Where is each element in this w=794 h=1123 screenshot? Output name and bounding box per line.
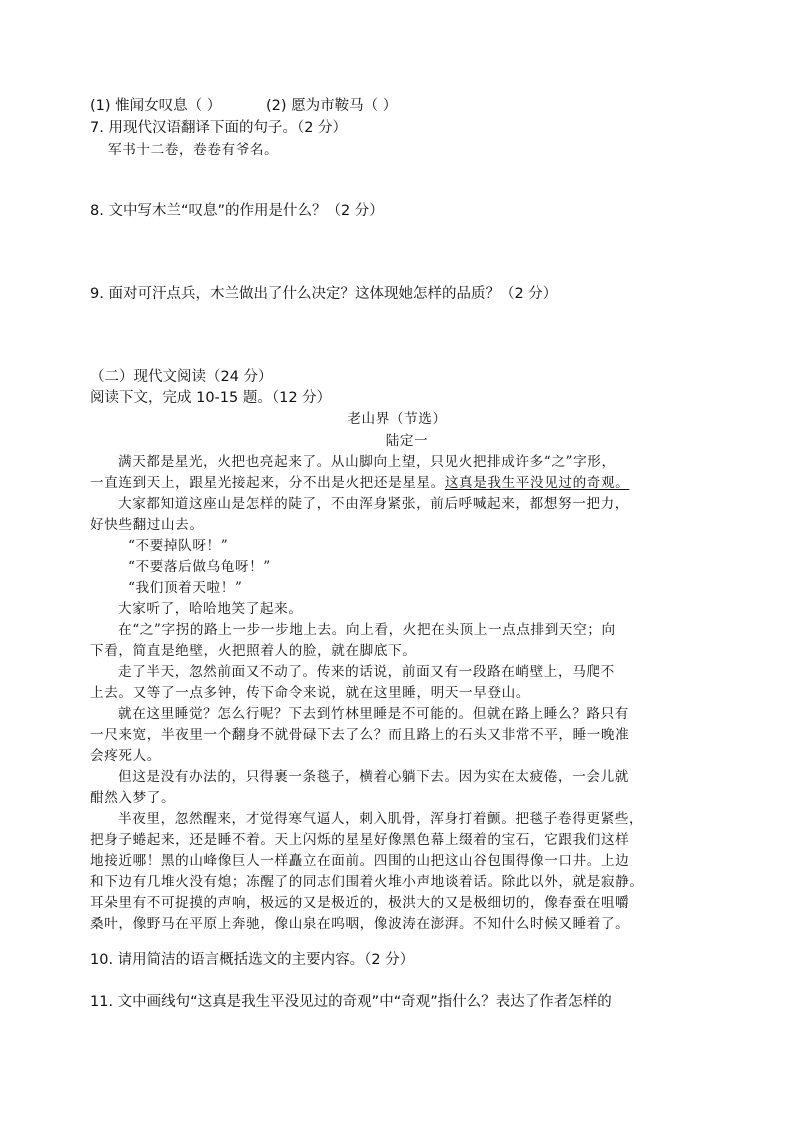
paragraph-line: 下看，简直是绝壁，火把照着人的脸，就在脚底下。 <box>90 643 417 659</box>
paragraph-line: 和下边有几堆火没有熄；冻醒了的同志们围着火堆小声地谈着话。除此以外，就是寂静。 <box>90 874 644 890</box>
q6-part1: (1) 惟闻女叹息（ ） <box>90 98 222 114</box>
paragraph-line: 把身子蜷起来，还是睡不着。天上闪烁的星星好像黑色幕上缀着的宝石，它跟我们这样 <box>90 832 630 848</box>
question-7-prompt: 7. 用现代汉语翻译下面的句子。（2 分） <box>90 120 348 136</box>
paragraph-line: 就在这里睡觉？怎么行呢？下去到竹林里睡是不可能的。但就在路上睡么？路只有 <box>118 706 629 722</box>
paragraph-line: 走了半天，忽然前面又不动了。传来的话说，前面又有一段路在峭壁上，马爬不 <box>118 664 615 680</box>
paragraph-line: 会疼死人。 <box>90 748 161 764</box>
q6-part2: (2) 愿为市鞍马（ ） <box>266 98 398 114</box>
paragraph-line: 耳朵里有不可捉摸的声响，极远的又是极近的，极洪大的又是极细切的，像春蚕在咀嚼 <box>90 895 630 911</box>
question-9-prompt: 9. 面对可汗点兵，木兰做出了什么决定？这体现她怎样的品质？（2 分） <box>90 286 558 302</box>
underlined-sentence: 这真是我生平没见过的奇观。 <box>444 475 630 491</box>
paragraph-line: 酣然入梦了。 <box>90 790 176 806</box>
paragraph-line: 桑叶，像野马在平原上奔驰，像山泉在呜咽，像波涛在澎湃。不知什么时候又睡着了。 <box>90 916 630 932</box>
paragraph-line: 上去。又等了一点多钟，传下命令来说，就在这里睡，明天一早登山。 <box>90 685 531 701</box>
question-11-prompt: 11. 文中画线句“这真是我生平没见过的奇观”中“奇观”指什么？表达了作者怎样的 <box>90 994 612 1010</box>
question-8-prompt: 8. 文中写木兰“叹息”的作用是什么？（2 分） <box>90 203 384 219</box>
dialogue-line: “不要掉队呀！” <box>128 538 229 554</box>
paragraph-line: 在“之”字拐的路上一步一步地上去。向上看，火把在头顶上一点点排到天空；向 <box>118 622 616 638</box>
section-instruction: 阅读下文，完成 10-15 题。（12 分） <box>90 390 332 406</box>
passage-title: 老山界（节选） <box>347 411 447 427</box>
paragraph-line <box>90 473 629 493</box>
paragraph-line: 好快些翻过山去。 <box>90 517 204 533</box>
question-10-prompt: 10. 请用简洁的语言概括选文的主要内容。（2 分） <box>90 952 415 968</box>
question-7-sentence: 军书十二卷，卷卷有爷名。 <box>108 142 279 158</box>
paragraph-line: 一尺来宽，半夜里一个翻身不就骨碌下去了么？而且路上的石头又非常不平，睡一晚准 <box>90 727 630 743</box>
dialogue-line: “我们顶着天啦！” <box>128 580 243 596</box>
paragraph-line: 大家都知道这座山是怎样的陡了，不由浑身紧张，前后呼喊起来，都想努一把力， <box>118 496 629 512</box>
paragraph-line: 但这是没有办法的，只得裹一条毯子，横着心躺下去。因为实在太疲倦，一会儿就 <box>118 769 629 785</box>
section-heading: （二）现代文阅读（24 分） <box>90 369 273 385</box>
paragraph-line: 地接近哪！黑的山峰像巨人一样矗立在面前。四围的山把这山谷包围得像一口井。上边 <box>90 853 630 869</box>
passage-author: 陆定一 <box>385 433 429 449</box>
paragraph-line: 满天都是星光，火把也亮起来了。从山脚向上望，只见火把排成许多“之”字形， <box>118 454 616 470</box>
dialogue-line: “不要落后做乌龟呀！” <box>128 559 271 575</box>
paragraph-line: 半夜里，忽然醒来，才觉得寒气逼人，刺入肌骨，浑身打着颤。把毯子卷得更紧些， <box>118 811 644 827</box>
paragraph-line: 大家听了，哈哈地笑了起来。 <box>118 601 303 617</box>
paragraph-text: 一直连到天上，跟星光接起来，分不出是火把还是星星。 <box>90 475 445 491</box>
